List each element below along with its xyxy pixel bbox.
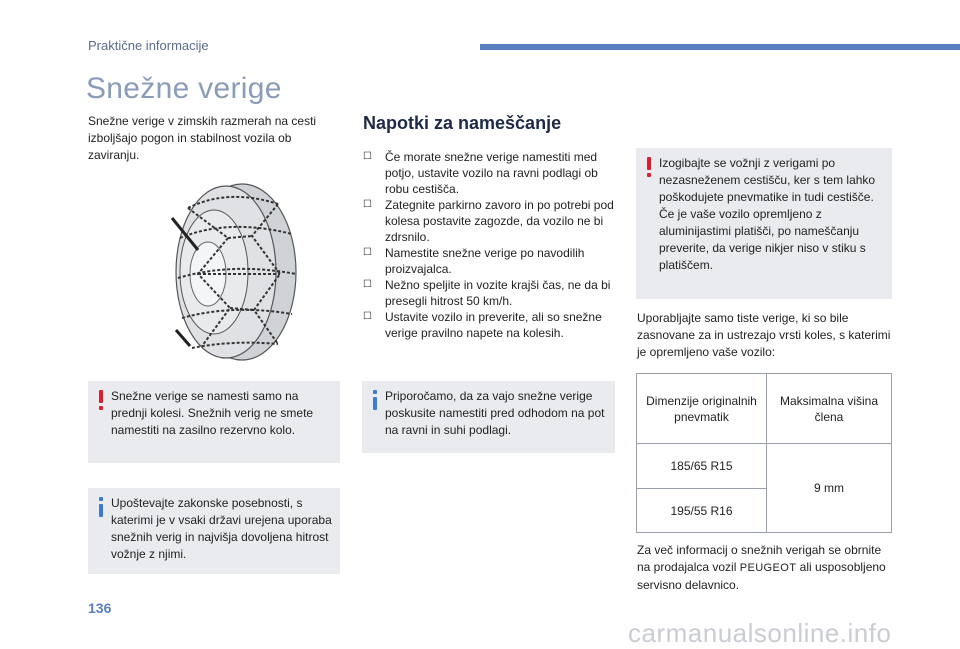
instructions-list <box>363 149 618 341</box>
table-header: Maksimalna višina člena <box>767 374 892 444</box>
header-accent-bar <box>480 44 960 50</box>
table-cell: 195/55 R16 <box>637 489 767 533</box>
instructions-heading: Napotki za nameščanje <box>363 113 562 133</box>
list-item: ☐ Namestite snežne verige po navodilih proizvajalca. <box>363 246 585 276</box>
checkbox-bullet-icon: ☐ <box>363 279 372 290</box>
table-header: Dimenzije originalnih pnevmatik <box>637 374 767 444</box>
more-info-text: Za več informacij o snežnih verigah se obrnite na prodajalca vozil PEUGEOT ali usposobljeno servisno delavnico. <box>637 543 886 592</box>
info-text: Upoštevajte zakonske posebnosti, s katerimi je v vsaki državi urejena uporaba snežnih verig in najvišja dovoljena hitrost vožnje z njimi. <box>111 496 332 561</box>
checkbox-bullet-icon: ☐ <box>363 247 372 258</box>
checkbox-bullet-icon: ☐ <box>363 151 372 162</box>
table-cell: 9 mm <box>767 444 892 533</box>
page-number: 136 <box>88 600 112 616</box>
info-box-practice <box>362 381 615 453</box>
list-item: ☐ Ustavite vozilo in preverite, ali so snežne verige pravilno napete na kolesih. <box>363 310 602 340</box>
intro-text: Snežne verige v zimskih razmerah na cesti izboljšajo pogon in stabilnost vozila ob zaviranju. <box>88 114 317 162</box>
brand-name: PEUGEOT <box>739 562 797 574</box>
warning-box-road-damage <box>636 148 892 299</box>
info-box-legal <box>88 488 340 574</box>
warning-box-front-wheels <box>88 381 340 463</box>
tire-dimensions-table <box>636 373 892 533</box>
section-label: Praktične informacije <box>88 38 209 53</box>
info-icon <box>370 390 380 410</box>
watermark: carmanualsonline.info <box>628 618 892 648</box>
list-item: ☐ Zategnite parkirno zavoro in po potrebi pod kolesa postavite zagozde, da vozilo ne bi zdrsnilo. <box>363 198 614 244</box>
list-item: ☐ Nežno speljite in vozite krajši čas, ne da bi presegli hitrost 50 km/h. <box>363 278 611 308</box>
checkbox-bullet-icon: ☐ <box>363 311 372 322</box>
list-item: ☐ Če morate snežne verige namestiti med potjo, ustavite vozilo na ravni podlagi ob robu cestišča. <box>363 150 598 196</box>
chains-usage-text: Uporabljajte samo tiste verige, ki so bile zasnovane za in ustrezajo vrsti koles, s katerimi je opremljeno vaše vozilo: <box>637 311 891 359</box>
tip-text: Priporočamo, da za vajo snežne verige poskusite namestiti pred odhodom na pot na ravni in suhi podlagi. <box>385 389 605 437</box>
warning-exclamation-icon <box>644 157 654 177</box>
checkbox-bullet-icon: ☐ <box>363 199 372 210</box>
table-cell: 185/65 R15 <box>637 444 767 489</box>
warning-text: Izogibajte se vožnji z verigami po nezasneženem cestišču, ker s tem lahko poškodujete pnevmatike in tudi cestišče. Če je vaše vozilo opremljeno z aluminijastimi platišči, po nameščanju preverite, da verige nikjer niso v stiku s platiščem. <box>659 156 876 272</box>
page-title: Snežne verige <box>86 72 282 105</box>
warning-text: Snežne verige se namesti samo na prednji kolesi. Snežnih verig ne smete namestiti na zasilno rezervno kolo. <box>111 389 314 437</box>
snow-chain-wheel-illustration <box>168 178 300 366</box>
warning-exclamation-icon <box>96 390 106 410</box>
info-icon <box>96 497 106 517</box>
